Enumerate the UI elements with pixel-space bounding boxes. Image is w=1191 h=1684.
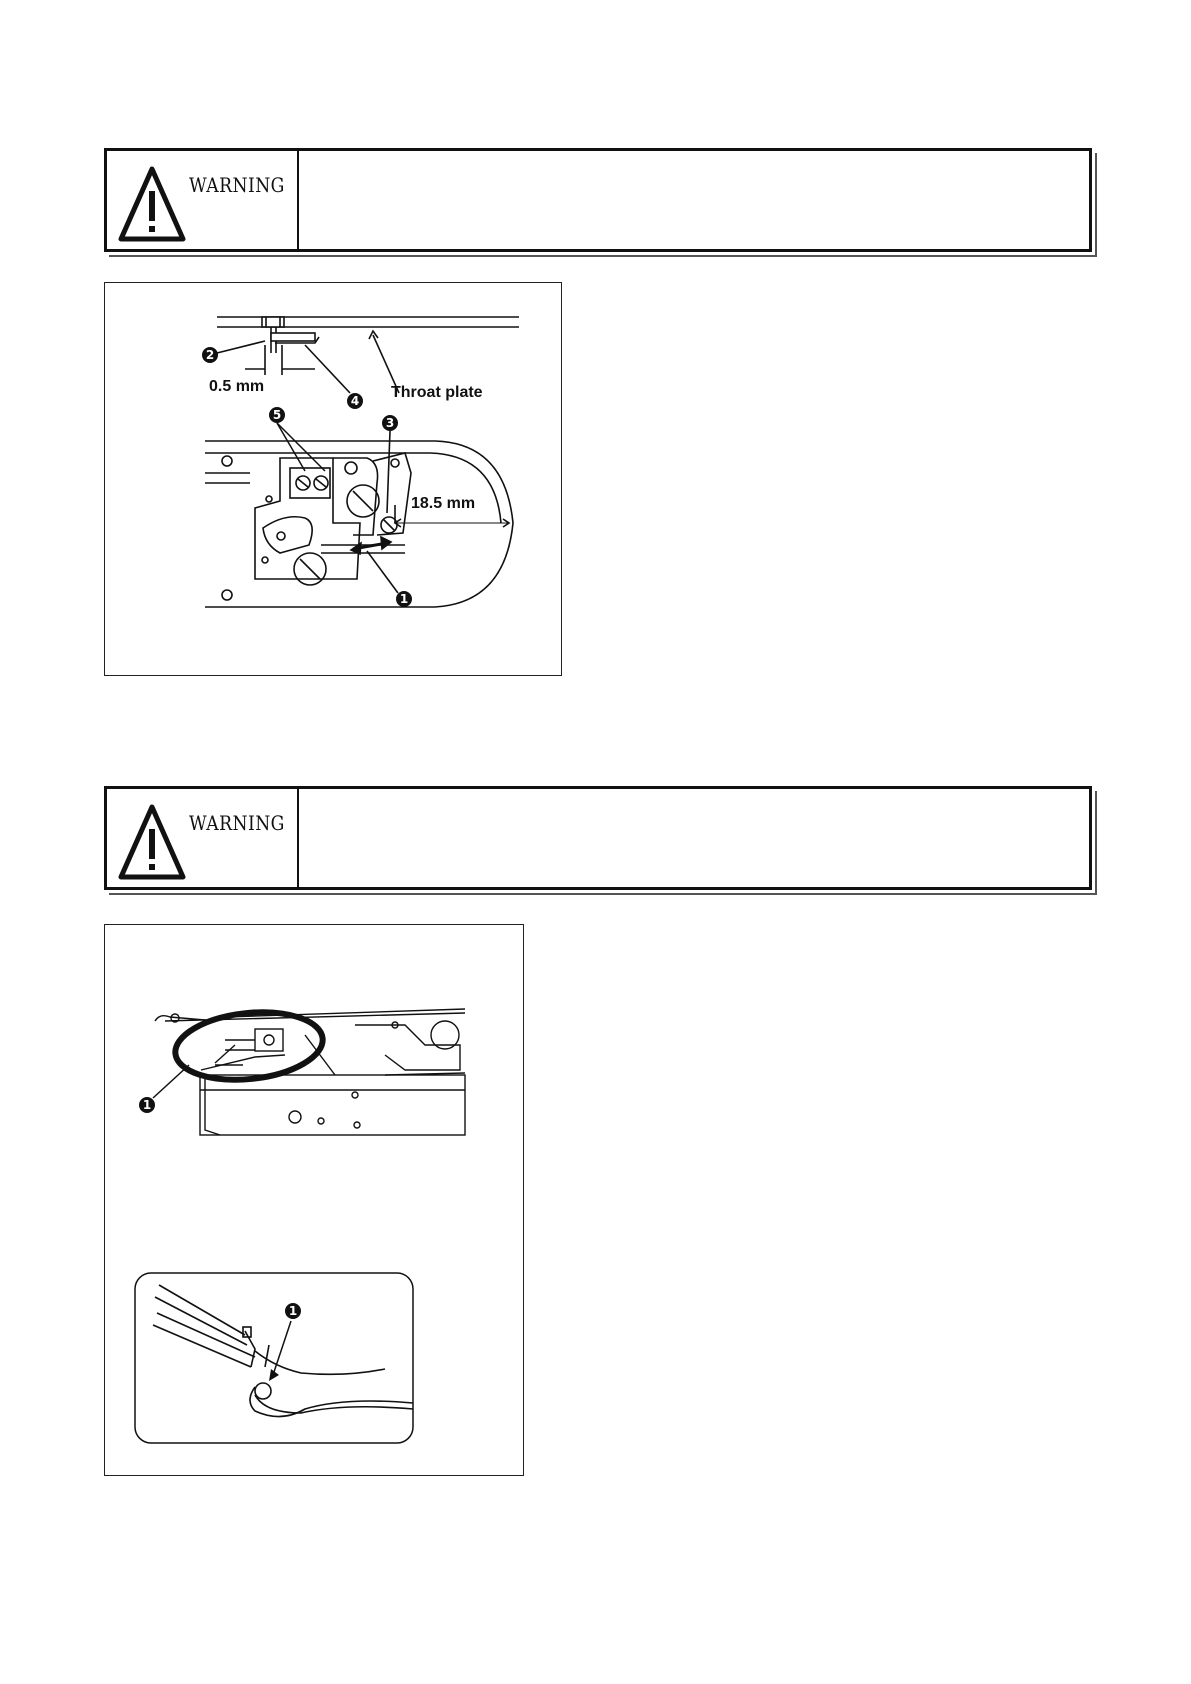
figure-2-illustration <box>105 925 525 1477</box>
mechanism-plan-view <box>205 431 513 607</box>
figure-hook-cleaning <box>104 924 524 1476</box>
dimension-gap-label: 0.5 mm <box>209 378 265 395</box>
warning-box <box>104 786 1092 890</box>
callout-4 <box>347 393 363 409</box>
callout-2 <box>202 347 218 363</box>
callout-1 <box>396 591 412 607</box>
callout-5 <box>269 407 285 423</box>
callout-1-detail <box>285 1303 301 1319</box>
svg-text:3: 3 <box>385 416 395 430</box>
warning-label: WARNING <box>189 173 285 197</box>
warning-box <box>104 148 1092 252</box>
warning-icon-cell <box>107 151 299 249</box>
svg-text:1: 1 <box>399 592 409 606</box>
warning-triangle-icon <box>117 165 187 243</box>
callout-3 <box>382 415 398 431</box>
svg-text:1: 1 <box>288 1304 298 1318</box>
warning-triangle-icon <box>117 803 187 881</box>
warning-label: WARNING <box>189 811 285 835</box>
throat-plate-label: Throat plate <box>391 384 483 401</box>
figure-1-illustration <box>105 283 563 677</box>
svg-text:2: 2 <box>205 348 215 362</box>
detail-inset <box>135 1273 413 1443</box>
warning-icon-cell <box>107 789 299 887</box>
callout-1 <box>139 1097 155 1113</box>
dimension-distance-label: 18.5 mm <box>411 495 476 512</box>
svg-text:4: 4 <box>350 394 360 408</box>
figure-thread-trimmer-adjustment <box>104 282 562 676</box>
svg-text:1: 1 <box>142 1098 152 1112</box>
tweezers-detail <box>153 1285 413 1417</box>
svg-text:5: 5 <box>272 408 282 422</box>
